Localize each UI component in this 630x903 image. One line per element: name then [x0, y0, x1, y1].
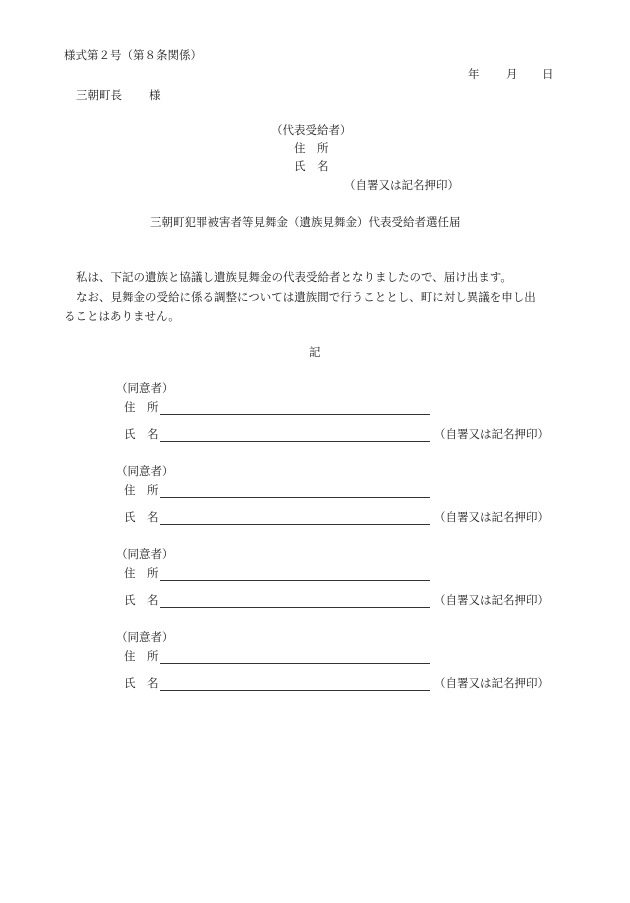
date-month-label: 月	[506, 67, 518, 81]
representative-address-label: 住 所	[294, 141, 329, 155]
consenter-name-label: 氏 名	[124, 593, 159, 607]
record-heading: 記	[309, 345, 321, 359]
consenter-address-field[interactable]	[160, 414, 430, 415]
form-number: 様式第２号（第８条関係）	[64, 48, 202, 62]
consenter-address-label: 住 所	[124, 566, 159, 580]
consenter-address-label: 住 所	[124, 649, 159, 663]
body-paragraph-2-line-1: なお、見舞金の受給に係る調整については遺族間で行うこととし、町に対し異議を申し出	[76, 290, 536, 304]
consenter-address-label: 住 所	[124, 400, 159, 414]
consenter-seal-note: （自署又は記名押印）	[434, 676, 549, 690]
representative-name-label: 氏 名	[294, 159, 329, 173]
body-paragraph-1: 私は、下記の遺族と協議し遺族見舞金の代表受給者となりましたので、届け出ます。	[76, 270, 512, 284]
representative-seal-note: （自署又は記名押印）	[344, 178, 459, 192]
consenter-address-field[interactable]	[160, 497, 430, 498]
consenter-seal-note: （自署又は記名押印）	[434, 593, 549, 607]
consenter-name-label: 氏 名	[124, 510, 159, 524]
date-day-label: 日	[542, 67, 554, 81]
consenter-address-field[interactable]	[160, 663, 430, 664]
consenter-name-label: 氏 名	[124, 427, 159, 441]
consenter-name-field[interactable]	[160, 441, 430, 442]
document-title: 三朝町犯罪被害者等見舞金（遺族見舞金）代表受給者選任届	[150, 215, 461, 229]
representative-heading: （代表受給者）	[271, 123, 352, 137]
consenter-address-label: 住 所	[124, 483, 159, 497]
addressee-name: 三朝町長	[76, 88, 122, 102]
consenter-seal-note: （自署又は記名押印）	[434, 427, 549, 441]
date-year-label: 年	[468, 67, 480, 81]
consenter-name-field[interactable]	[160, 690, 430, 691]
consenter-name-field[interactable]	[160, 524, 430, 525]
addressee-honorific: 様	[149, 88, 161, 102]
consenter-heading: （同意者）	[116, 547, 174, 561]
consenter-seal-note: （自署又は記名押印）	[434, 510, 549, 524]
consenter-heading: （同意者）	[116, 464, 174, 478]
consenter-heading: （同意者）	[116, 381, 174, 395]
body-paragraph-2-line-2: ることはありません。	[64, 309, 180, 323]
consenter-heading: （同意者）	[116, 630, 174, 644]
consenter-name-field[interactable]	[160, 607, 430, 608]
consenter-name-label: 氏 名	[124, 676, 159, 690]
consenter-address-field[interactable]	[160, 580, 430, 581]
